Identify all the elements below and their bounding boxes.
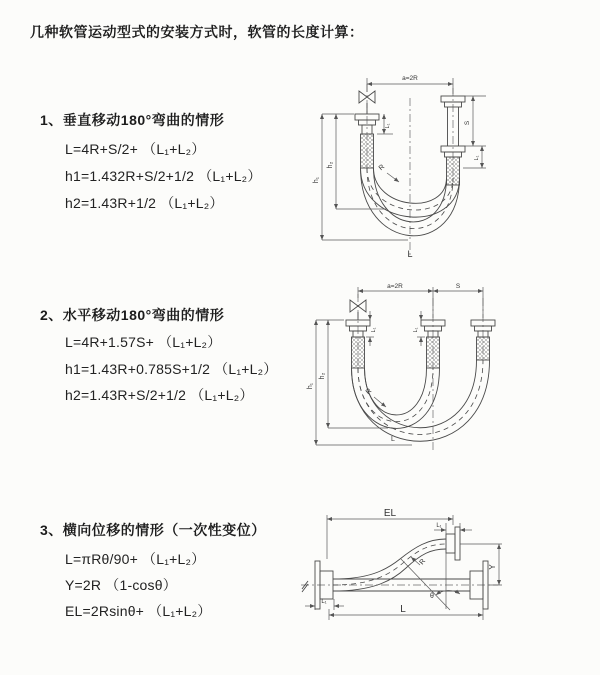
braid-section [427,337,440,368]
dim-label-fitting-lower: L₁ [321,599,327,605]
section-1-formula-L: L=4R+S/2+ （L₁+L₂） [65,141,206,157]
section-1-formula-h2: h2=1.43R+1/2 （L₁+L₂） [65,195,224,211]
pipe-break-mark [302,581,308,592]
dim-label-length: L [407,249,413,259]
braid-section [477,337,490,360]
construction-lines [401,523,450,610]
hose-s-curve [333,539,446,591]
dim-label-radius: R [418,557,428,567]
dim-label-radius: R [364,387,374,397]
dim-label-span: a=2R [402,75,418,82]
dim-label-fitting-left: L₁ [371,327,377,333]
braid-section [361,134,374,168]
upper-flange [446,527,460,560]
section-3-formula-EL: EL=2Rsinθ+ （L₁+L₂） [65,603,212,619]
dim-label-h2: h₂ [327,161,334,169]
dim-label-stroke: S [464,120,471,126]
section-3-formula-L: L=πRθ/90+ （L₁+L₂） [65,551,206,567]
dimensions [305,508,502,620]
diagram-horizontal-180-bend [300,278,590,458]
dim-label-h2: h₂ [319,372,326,380]
dim-label-length: L [391,436,395,443]
section-1-heading: 1、垂直移动180°弯曲的情形 [40,112,225,128]
diagram-lateral-displacement [293,503,598,658]
dim-label-span: a=2R [387,283,403,290]
dim-label-h1: h₁ [313,176,320,184]
center-pipe [421,320,445,368]
page-title: 几种软管运动型式的安装方式时，软管的长度计算： [30,24,364,40]
dim-label-stroke: S [455,283,461,290]
dim-label-h1: h₁ [307,382,314,390]
dim-label-length: L [400,604,406,615]
braid-section [352,337,365,368]
dim-label-fitting-upper: L₁ [436,523,442,529]
section-3-formula-Y: Y=2R （1-cosθ） [65,577,177,593]
section-2-heading: 2、水平移动180°弯曲的情形 [40,307,225,323]
dim-label-radius: R [377,163,387,173]
dim-label-fitting-left: L₁ [385,123,391,129]
section-2-formula-h1: h1=1.43R+0.785S+1/2 （L₁+L₂） [65,361,278,377]
dim-label-fitting-center: L₁ [413,327,419,333]
right-pipe [471,320,495,360]
hose-loops [352,360,490,441]
diagram-vertical-180-bend [300,68,590,263]
dim-label-EL: EL [383,508,397,519]
section-2-formula-h2: h2=1.43R+S/2+1/2 （L₁+L₂） [65,387,254,403]
section-2-formula-L: L=4R+1.57S+ （L₁+L₂） [65,334,222,350]
centerlines [367,84,453,258]
section-1-formula-h1: h1=1.432R+S/2+1/2 （L₁+L₂） [65,168,262,184]
dim-label-Y: Y [488,564,497,570]
dimensions [313,75,486,259]
centerlines [358,294,483,450]
dimensions [307,283,483,445]
section-3-heading: 3、横向位移的情形（一次性变位） [40,522,266,538]
dim-label-fitting-right: L₁ [474,155,480,161]
dim-label-angle: θ [430,593,434,600]
